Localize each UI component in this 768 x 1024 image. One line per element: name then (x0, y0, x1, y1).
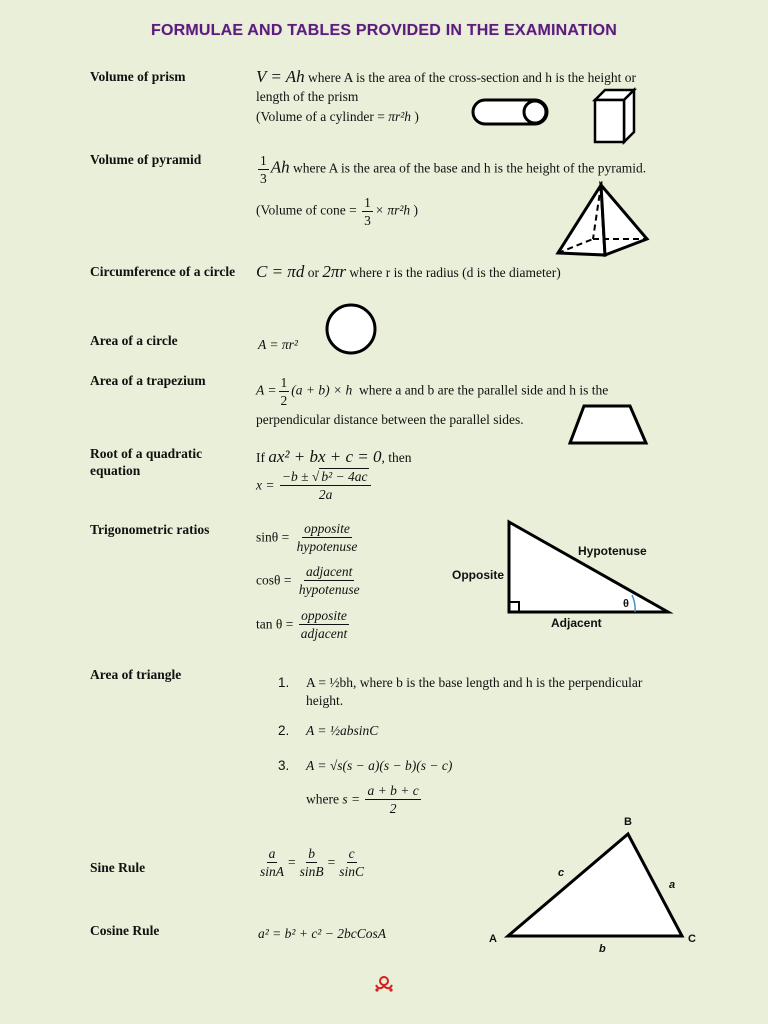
tan-den: adjacent (300, 626, 348, 641)
eq-sign: = (288, 854, 296, 870)
cone-formula: × πr²h (374, 202, 411, 218)
triangle-area-item-1 (278, 674, 678, 692)
circumference-or: or (307, 265, 319, 280)
prism-formula-block (256, 68, 676, 87)
trapezium-icon (566, 402, 650, 446)
sin-num: opposite (304, 521, 350, 536)
side-a-label: a (669, 879, 676, 891)
prism-formula: V = Ah (256, 67, 305, 86)
item-number: 2. (278, 723, 290, 738)
trapezium-desc2: perpendicular distance between the parallel sides. (256, 412, 524, 427)
cylinder-volume (256, 108, 419, 126)
cone-prefix: (Volume of cone = (256, 202, 357, 218)
sin-lhs: sinθ = (256, 529, 290, 545)
item-text: A = ½bh, where b is the base length and h is the perpendicular (306, 675, 643, 690)
page-title: FORMULAE AND TABLES PROVIDED IN THE EXAMINATION (151, 22, 617, 39)
flourish-icon (373, 975, 395, 993)
sine-d2: sinB (299, 864, 324, 879)
vertex-c-label: C (688, 933, 696, 945)
cos-num: adjacent (305, 564, 353, 579)
sine-rule-formula (256, 845, 368, 880)
cosine-rule-formula: a² = b² + c² − 2bcCosA (258, 926, 386, 941)
where-text: where (306, 791, 339, 807)
circumference-formula2: 2πr (322, 262, 346, 281)
tan-fraction (299, 607, 350, 642)
cylinder-formula: πr²h (388, 109, 412, 124)
quadratic-num-pre: −b ± (281, 469, 312, 484)
quadratic-fraction (280, 468, 372, 503)
circumference-formula1: C = πd (256, 262, 305, 281)
quadratic-equation: ax² + bx + c = 0 (268, 447, 382, 466)
vertex-a-label: A (489, 933, 497, 945)
trig-cos (256, 563, 364, 598)
sine-fraction-b (298, 845, 326, 880)
trapezium-formula: (a + b) × h (291, 382, 353, 398)
s-num: a + b + c (367, 783, 419, 798)
trapezium-desc1: where a and b are the parallel side and h is the (358, 382, 609, 398)
label-trig: Trigonometric ratios (90, 522, 210, 537)
sine-n2: b (308, 846, 316, 861)
sine-fraction-a (258, 845, 286, 880)
tan-lhs: tan θ = (256, 616, 294, 632)
side-b-label: b (599, 943, 606, 955)
item-number: 1. (278, 675, 290, 690)
sine-n3: c (348, 846, 355, 861)
label-circumference: Circumference of a circle (90, 264, 236, 279)
label-quadratic: Root of a quadratic equation (90, 446, 203, 478)
quadratic-denominator: 2a (318, 487, 333, 502)
trapezium-prefix: A = (256, 382, 277, 398)
opposite-label: Opposite (452, 568, 505, 582)
circumference-desc: where r is the radius (d is the diameter) (349, 265, 561, 280)
cylinder-prefix: (Volume of a cylinder = (256, 109, 385, 124)
sin-fraction (295, 520, 360, 555)
cone-fraction (362, 194, 373, 229)
herons-s (306, 782, 423, 817)
circumference-formula-block (256, 263, 676, 282)
quadratic-numerator: −b ± √ b² − 4ac (280, 468, 372, 486)
cos-lhs: cosθ = (256, 572, 292, 588)
trapezium-fraction (279, 374, 290, 409)
prism-box-icon (590, 86, 640, 146)
prism-desc1: where A is the area of the cross-section and h is the height or (308, 70, 637, 85)
quadratic-radicand: b² − 4ac (321, 469, 368, 484)
label-volume-prism: Volume of prism (90, 69, 186, 84)
label-volume-pyramid: Volume of pyramid (90, 152, 202, 167)
pyramid-frac-num: 1 (260, 153, 267, 168)
quadratic-x-eq: x = (256, 477, 275, 493)
s-fraction (365, 782, 420, 817)
sine-d3: sinC (339, 864, 365, 879)
adjacent-label: Adjacent (551, 616, 602, 630)
label-area-circle: Area of a circle (90, 333, 178, 348)
sine-d1: sinA (260, 864, 285, 879)
pyramid-icon (553, 181, 653, 261)
cos-den: hypotenuse (298, 582, 360, 597)
s-den: 2 (389, 801, 397, 816)
cone-frac-num: 1 (364, 195, 371, 210)
sine-fraction-c (337, 845, 366, 880)
s-eq: s = (342, 791, 361, 807)
quadratic-then: , then (381, 450, 412, 465)
cylinder-suffix: ) (414, 109, 419, 124)
pyramid-fraction (258, 152, 269, 187)
quadratic-solution (256, 468, 373, 503)
cone-volume (256, 194, 418, 229)
label-area-triangle: Area of triangle (90, 667, 182, 682)
trig-sin (256, 520, 361, 555)
pyramid-desc: where A is the area of the base and h is the height of the pyramid. (293, 160, 647, 176)
pyramid-frac-den: 3 (260, 171, 267, 186)
vertex-b-label: B (624, 816, 632, 828)
item-text: A = ½absinC (306, 723, 379, 738)
cone-frac-den: 3 (364, 213, 371, 228)
pyramid-formula: Ah (270, 157, 290, 177)
item-text: A = √s(s − a)(s − b)(s − c) (306, 758, 453, 773)
label-sine-rule: Sine Rule (90, 860, 146, 875)
item-number: 3. (278, 758, 290, 773)
quadratic-if: If (256, 450, 265, 465)
cylinder-icon (468, 96, 554, 130)
trapezium-frac-den: 2 (280, 393, 288, 408)
circle-area-formula: A = πr² (258, 337, 298, 352)
theta-label: θ (623, 598, 629, 610)
tan-num: opposite (301, 608, 347, 623)
sin-den: hypotenuse (296, 539, 358, 554)
label-area-trapezium: Area of a trapezium (90, 373, 206, 388)
label-cosine-rule: Cosine Rule (90, 923, 160, 938)
triangle-area-item-1-cont: height. (306, 693, 344, 708)
triangle-area-item-3 (278, 757, 452, 775)
side-c-label: c (558, 867, 565, 879)
sine-n1: a (268, 846, 276, 861)
eq-sign: = (327, 854, 336, 870)
circle-icon (322, 302, 380, 358)
quadratic-condition (256, 448, 412, 467)
trig-tan (256, 607, 351, 642)
cone-suffix: ) (413, 202, 419, 218)
cos-fraction (297, 563, 362, 598)
triangle-area-item-2 (278, 722, 378, 740)
hypotenuse-label: Hypotenuse (578, 544, 647, 558)
trapezium-frac-num: 1 (280, 375, 288, 390)
prism-desc2: length of the prism (256, 89, 359, 104)
